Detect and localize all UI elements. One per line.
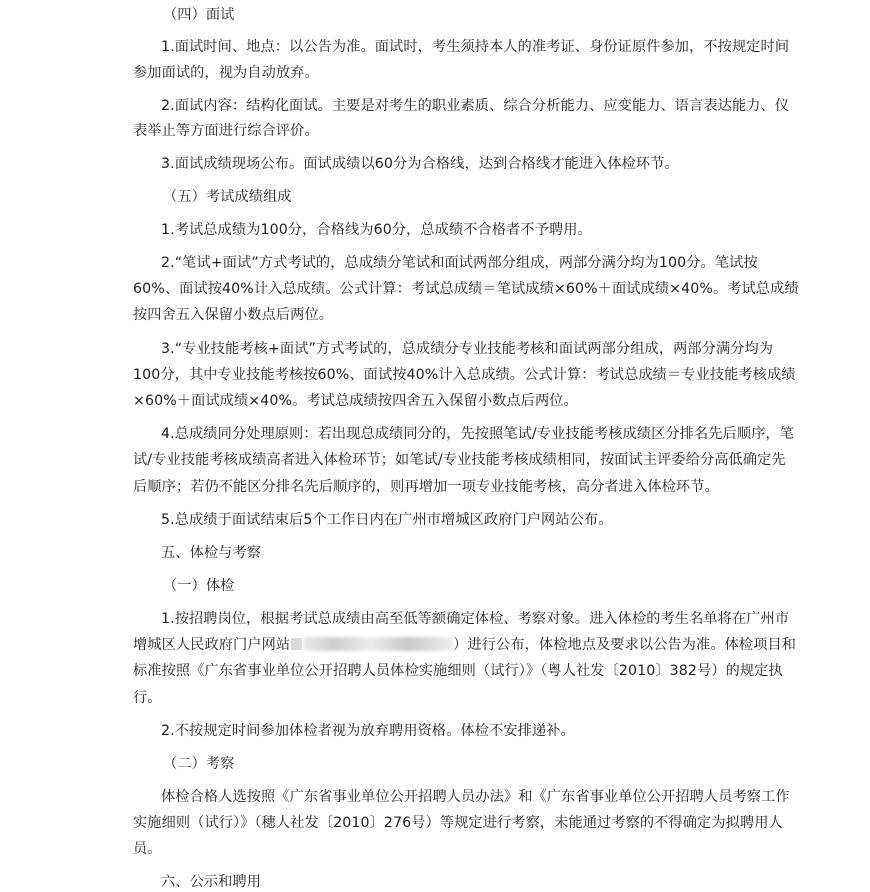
paragraph-line: 100分，其中专业技能考核按60%、面试按40%计入总成绩。公式计算：考试总成绩＝专业技能考核成绩 [133, 367, 796, 383]
paragraph-line: 标准按照《广东省事业单位公开招聘人员体检实施细则（试行）》（粤人社发〔2010〕382号）的规定执 [133, 663, 783, 679]
paragraph-line: 60%、面试按40%计入总成绩。公式计算：考试总成绩＝笔试成绩×60%＋面试成绩×40%。考试总成绩 [133, 281, 799, 297]
paragraph-line: 1.面试时间、地点：以公告为准。面试时，考生须持本人的准考证、身份证原件参加，不按规定时间 [161, 39, 790, 55]
paragraph-line: 参加面试的，视为自动放弃。 [133, 65, 319, 81]
paragraph-line: 试/专业技能考核成绩高者进入体检环节；如笔试/专业技能考核成绩相同，按面试主评委给分高低确定先 [133, 452, 786, 468]
paragraph-line: 员。 [133, 841, 162, 857]
redaction-mark [291, 638, 302, 650]
paragraph-line: 表举止等方面进行综合评价。 [133, 123, 319, 139]
paragraph-line: 实施细则（试行）》（穗人社发〔2010〕276号）等规定进行考察，未能通过考察的不得确定为拟聘用人 [133, 815, 783, 831]
paragraph-line: 4.总成绩同分处理原则：若出现总成绩同分的，先按照笔试/专业技能考核成绩区分排名先后顺序，笔 [161, 426, 794, 442]
paragraph-line: 2.不按规定时间参加体检者视为放弃聘用资格。体检不安排递补。 [161, 723, 575, 739]
heading-score-composition: （五）考试成绩组成 [163, 189, 292, 205]
line-remainder: ）进行公布，体检地点及要求以公告为准。体检项目和 [453, 637, 797, 653]
paragraph-line: 2.面试内容：结构化面试。主要是对考生的职业素质、综合分析能力、应变能力、语言表达能力、仪 [161, 98, 790, 114]
heading-publicity-and-employment: 六、公示和聘用 [161, 874, 262, 890]
heading-physical-exam: （一）体检 [163, 578, 235, 594]
paragraph-line: 按四舍五入保留小数点后两位。 [133, 307, 334, 323]
paragraph-line: 1.按招聘岗位，根据考试总成绩由高至低等额确定体检、考察对象。进入体检的考生名单将在广州市 [161, 611, 790, 627]
paragraph-line: 1.考试总成绩为100分，合格线为60分，总成绩不合格者不予聘用。 [161, 222, 592, 238]
redacted-url [303, 637, 453, 651]
website-prefix: 增城区人民政府门户网站 [133, 637, 291, 653]
paragraph-line: ×60%＋面试成绩×40%。考试总成绩按四舍五入保留小数点后两位。 [133, 393, 578, 409]
paragraph-line: 3.“专业技能考核+面试”方式考试的，总成绩分专业技能考核和面试两部分组成，两部分满分均为 [161, 341, 774, 357]
paragraph-line: 2.“笔试+面试”方式考试的，总成绩分笔试和面试两部分组成，两部分满分均为100分。笔试按 [161, 255, 758, 271]
paragraph-line: 体检合格人选按照《广东省事业单位公开招聘人员办法》和《广东省事业单位公开招聘人员考察工作 [161, 789, 790, 805]
heading-inspection: （二）考察 [163, 756, 235, 772]
paragraph-line: 5.总成绩于面试结束后5个工作日内在广州市增城区政府门户网站公布。 [161, 512, 613, 528]
paragraph-line: 后顺序；若仍不能区分排名先后顺序的，则再增加一项专业技能考核，高分者进入体检环节。 [133, 479, 719, 495]
paragraph-line-with-redaction [133, 635, 796, 655]
heading-physical-exam-and-inspection: 五、体检与考察 [161, 545, 262, 561]
heading-interview: （四）面试 [163, 7, 235, 23]
paragraph-line: 3.面试成绩现场公布。面试成绩以60分为合格线，达到合格线才能进入体检环节。 [161, 156, 679, 172]
paragraph-line: 行。 [133, 690, 162, 706]
